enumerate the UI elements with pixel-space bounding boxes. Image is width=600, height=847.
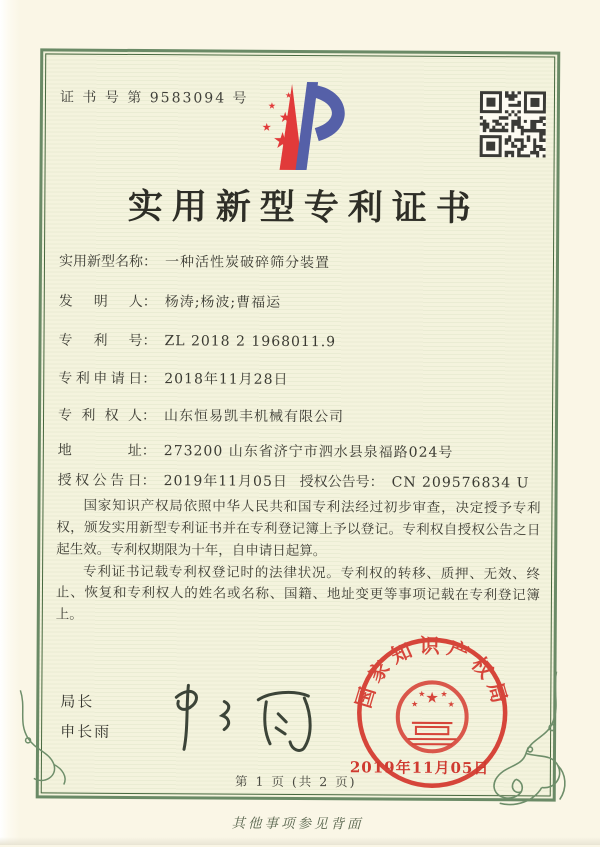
- qr-code: [480, 91, 546, 157]
- cnipa-logo: [235, 78, 370, 177]
- scan-edge: [0, 837, 600, 845]
- star-icon: ★: [278, 109, 292, 126]
- colon: ：: [142, 294, 157, 311]
- field-value: 2018年11月28日: [164, 371, 289, 388]
- field-label: 授权公告日: [57, 472, 142, 490]
- legal-paragraph-1: 国家知识产权局依照中华人民共和国专利法经过初步审查，决定授予专利权，颁发实用新型专利证书并在专利登记簿上予以登记。专利权自授权公告之日起生效。专利权期限为十年，自申请日起算。: [56, 497, 541, 559]
- certificate-number: 证 书 号 第 9583094 号: [59, 89, 249, 107]
- field-label: 发明人: [58, 293, 143, 311]
- signer-name: 申长雨: [60, 722, 112, 741]
- field-label: 专利号: [58, 332, 143, 350]
- field-label: 专利申请日: [58, 370, 143, 388]
- svg-text:★: ★: [418, 688, 426, 699]
- star-icon: ★: [272, 128, 293, 154]
- field-inventors: [59, 291, 282, 312]
- logo-blue-p-bowl-icon: [313, 85, 345, 141]
- field-value: 2019年11月05日: [163, 473, 288, 490]
- colon: ：: [369, 474, 384, 491]
- field-label: 实用新型名称: [58, 253, 144, 271]
- svg-text:★: ★: [425, 688, 439, 707]
- colon: ：: [142, 371, 157, 388]
- colon: ：: [141, 408, 157, 425]
- field-value: 山东恒易凯丰机械有限公司: [163, 408, 345, 426]
- seal-org-text: 国家知识产权局: [351, 633, 514, 712]
- page-number: 第 1 页 (共 2 页): [234, 773, 357, 790]
- field-utility-model-name: [59, 251, 330, 273]
- field-label: 地址: [57, 442, 142, 460]
- star-icon: ★: [267, 101, 277, 112]
- colon: ：: [142, 254, 158, 271]
- field-filing-date: [58, 368, 288, 389]
- field-patent-number: [58, 330, 336, 352]
- colon: ：: [142, 333, 157, 350]
- star-icon: ★: [284, 90, 293, 100]
- field-address: [58, 440, 454, 462]
- star-icon: ★: [261, 120, 272, 134]
- field-value: 273200 山东省济宁市泗水县泉福路024号: [163, 443, 454, 461]
- field-label: 专利权人: [57, 407, 143, 425]
- legal-text: [56, 496, 541, 630]
- field-grant-number: [300, 471, 530, 492]
- field-patentee: [58, 405, 344, 427]
- commissioner-signature: [166, 671, 327, 757]
- svg-text:★: ★: [447, 698, 455, 709]
- colon: ：: [141, 473, 156, 490]
- seal-date: 2019年11月05日: [349, 758, 490, 778]
- certificate-title: 实用新型专利证书: [127, 185, 480, 230]
- signer-title: 局长: [60, 692, 95, 711]
- back-note: 其他事项参见背面: [231, 815, 364, 833]
- field-value: 一种活性炭破碎筛分装置: [164, 254, 331, 272]
- field-grant-date: [58, 470, 288, 491]
- scan-edge: [0, 0, 20, 845]
- legal-paragraph-2: 专利证书记载专利权登记时的法律状况。专利权的转移、质押、无效、终止、恢复和专利权人的姓名或名称、国籍、地址变更等事项记载在专利登记簿上。: [55, 563, 541, 623]
- field-label: 授权公告号: [299, 473, 370, 491]
- national-emblem-icon: [398, 682, 467, 751]
- field-value: ZL 2018 2 1968011.9: [164, 333, 337, 351]
- svg-text:★: ★: [410, 698, 419, 709]
- field-value: 杨涛;杨波;曹福运: [164, 294, 282, 311]
- svg-text:★: ★: [440, 688, 448, 699]
- field-value: CN 209576834 U: [391, 474, 530, 492]
- colon: ：: [141, 443, 156, 460]
